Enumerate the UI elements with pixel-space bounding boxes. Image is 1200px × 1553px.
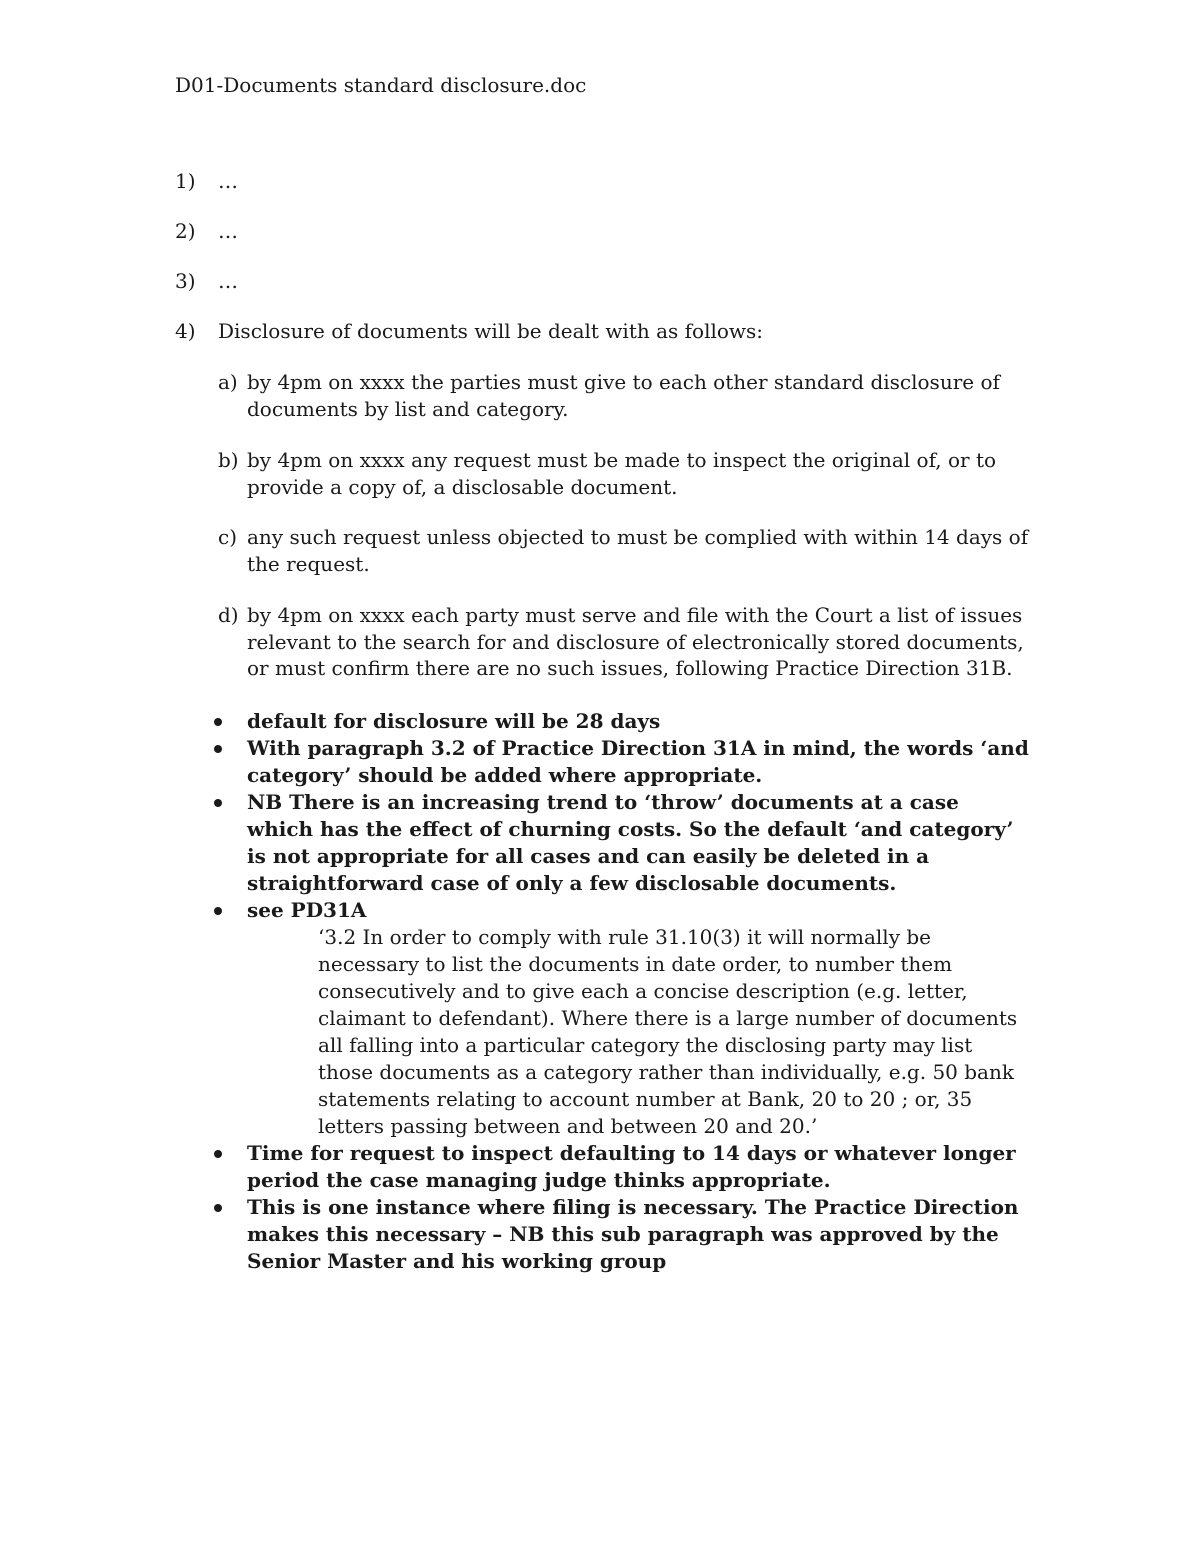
note-item — [210, 897, 1030, 1140]
bullet-icon — [214, 907, 222, 915]
sub-item-text: by 4pm on xxxx each party must serve and file with the Court a list of issues relevant to the search for and disclosure of electronically stored documents, or must confirm there are no such issues, following Practice Direction 31B. — [247, 603, 1024, 680]
item-text: … — [218, 269, 238, 293]
note-text: NB There is an increasing trend to ‘throw’ documents at a case which has the effect of churning costs. So the default ‘and category’ is not appropriate for all cases and can easily be deleted in a straightforward case of only a few disclosable documents. — [247, 790, 1014, 895]
note-text: With paragraph 3.2 of Practice Direction 31A in mind, the words ‘and category’ should be added where appropriate. — [247, 736, 1029, 787]
note-item — [210, 1194, 1030, 1275]
item-text: … — [218, 169, 238, 193]
sub-item-c — [218, 524, 1038, 577]
sub-item-text: by 4pm on xxxx any request must be made to inspect the original of, or to provide a copy of, a disclosable document. — [247, 448, 997, 499]
item-text: Disclosure of documents will be dealt with as follows: — [218, 319, 764, 343]
note-item — [210, 789, 1030, 897]
sub-item-letter: b) — [218, 448, 239, 472]
sub-item-letter: a) — [218, 370, 238, 394]
sub-item-text: by 4pm on xxxx the parties must give to each other standard disclosure of documents by list and category. — [247, 370, 1000, 421]
sub-item-a — [218, 369, 1038, 422]
bullet-icon — [214, 1150, 222, 1158]
note-text: Time for request to inspect defaulting to 14 days or whatever longer period the case managing judge thinks appropriate. — [247, 1141, 1016, 1192]
sub-item-text: any such request unless objected to must be complied with within 14 days of the request. — [247, 525, 1029, 576]
notes-list — [210, 708, 1030, 1275]
item-number: 2) — [175, 219, 196, 243]
item-text: … — [218, 219, 238, 243]
note-text: default for disclosure will be 28 days — [247, 709, 661, 733]
note-item — [210, 735, 1030, 789]
bullet-icon — [214, 718, 222, 726]
bullet-icon — [214, 799, 222, 807]
item-number: 1) — [175, 169, 196, 193]
note-item — [210, 1140, 1030, 1194]
note-item — [210, 708, 1030, 735]
sub-item-letter: c) — [218, 525, 238, 549]
document-title: D01-Documents standard disclosure.doc — [175, 73, 587, 97]
sub-item-d — [218, 602, 1038, 682]
item-number: 4) — [175, 319, 196, 343]
sub-item-letter: d) — [218, 603, 239, 627]
note-text: This is one instance where filing is necessary. The Practice Direction makes this necessary – NB this sub paragraph was approved by the Senior Master and his working group — [247, 1195, 1019, 1273]
bullet-icon — [214, 1204, 222, 1212]
practice-direction-quote: ‘3.2 In order to comply with rule 31.10(3) it will normally be necessary to list the documents in date order, to number them consecutively and to give each a concise description (e.g. letter, claimant to defendant). Where there is a large number of documents all falling into a particular category the disclosing party may list those documents as a category rather than individually, e.g. 50 bank statements relating to account number at Bank, 20 to 20 ; or, 35 letters passing between and between 20 and 20.’ — [318, 925, 1018, 1138]
bullet-icon — [214, 745, 222, 753]
sub-item-b — [218, 447, 1038, 500]
item-number: 3) — [175, 269, 196, 293]
note-text: see PD31A — [247, 898, 367, 922]
